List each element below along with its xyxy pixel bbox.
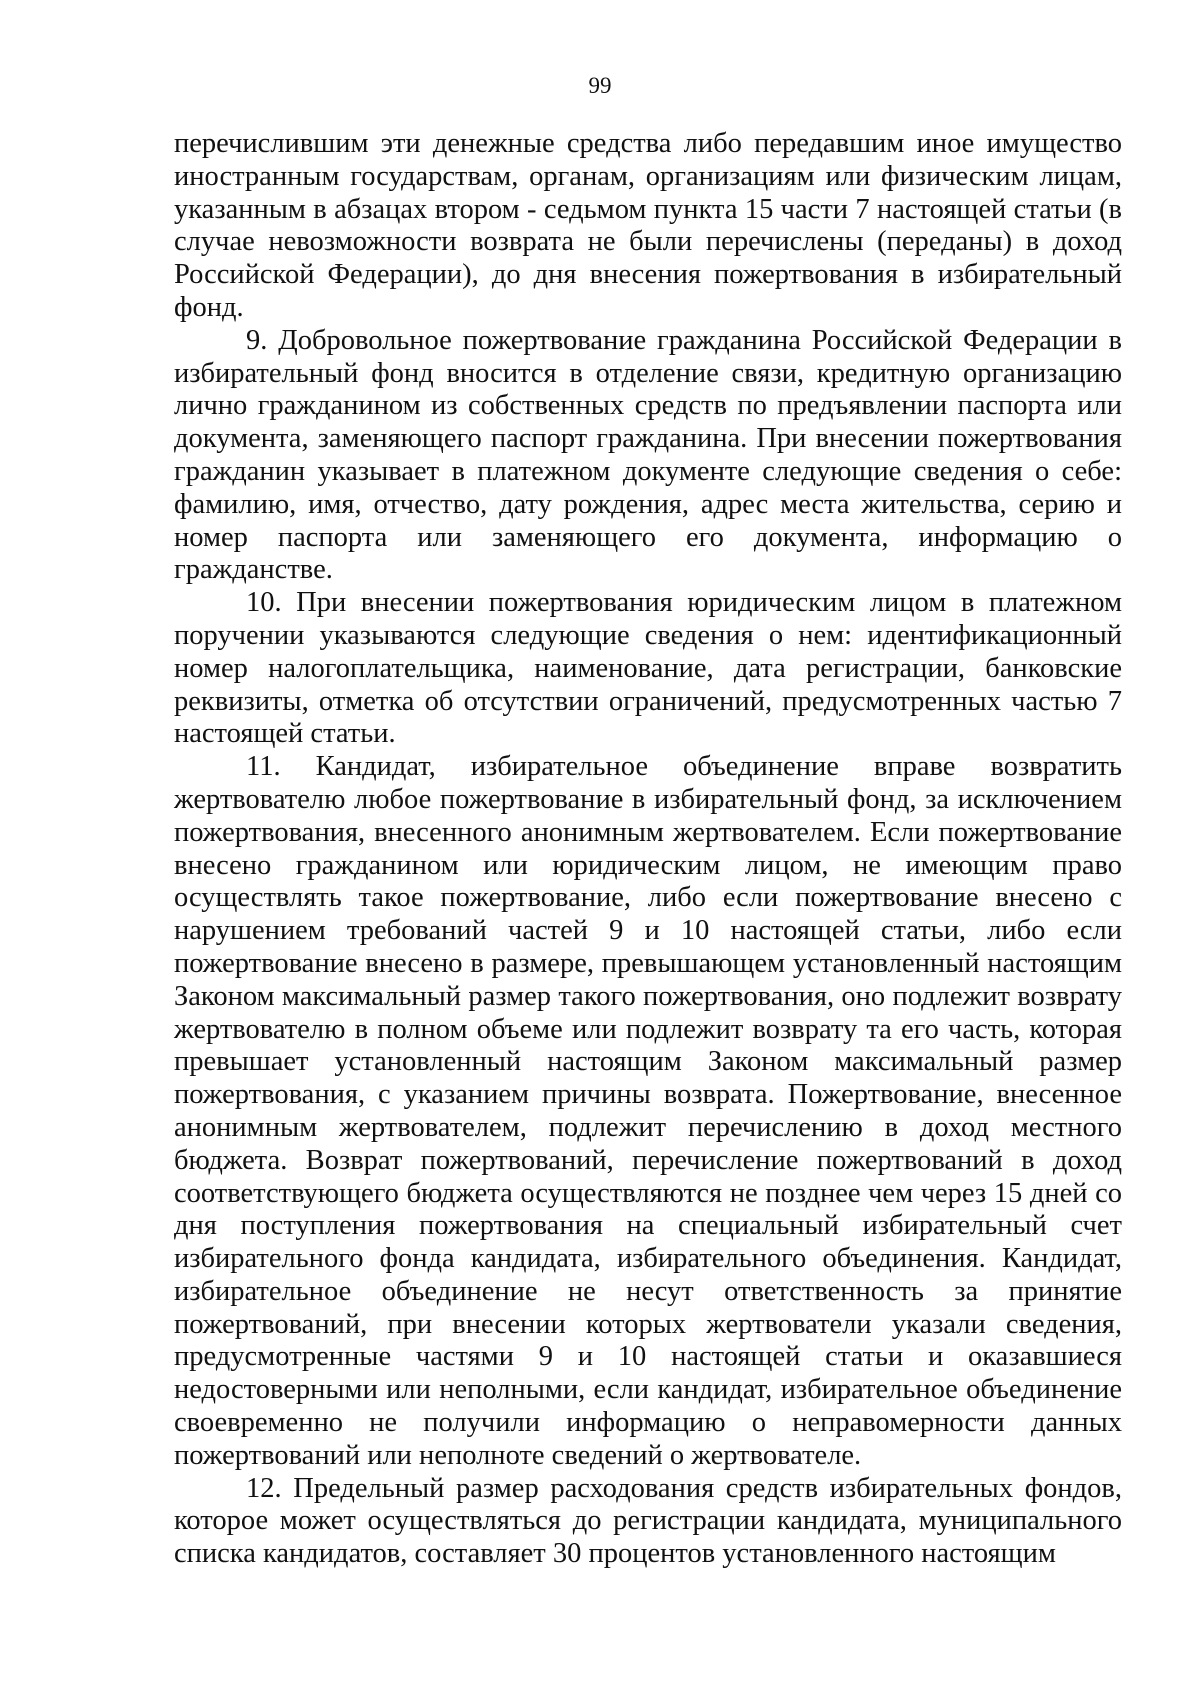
page-number: 99: [588, 73, 612, 98]
paragraph-item-9: 9. Добровольное пожертвование гражданина Российской Федерации в избирательный фонд вносится в отделение связи, кредитную организацию лично гражданином из собственных средств по предъявлении паспорта или документа, заменяющего паспорт гражданина. При внесении пожертвования гражданин указывает в платежном документе следующие сведения о себе: фамилию, имя, отчество, дату рождения, адрес места жительства, серию и номер паспорта или заменяющего его документа, информацию о гражданстве.: [174, 324, 1122, 586]
paragraph-item-12: 12. Предельный размер расходования средств избирательных фондов, которое может осуществляться до регистрации кандидата, муниципального списка кандидатов, составляет 30 процентов установленного настоящим: [174, 1472, 1122, 1570]
document-body: [174, 128, 1122, 1571]
paragraph-item-10: 10. При внесении пожертвования юридическим лицом в платежном поручении указываются следующие сведения о нем: идентификационный номер налогоплательщика, наименование, дата регистрации, банковские реквизиты, отметка об отсутствии ограничений, предусмотренных частью 7 настоящей статьи.: [174, 587, 1122, 750]
paragraph-continuation: перечислившим эти денежные средства либо передавшим иное имущество иностранным государствам, органам, организациям или физическим лицам, указанным в абзацах втором - седьмом пункта 15 части 7 настоящей статьи (в случае невозможности возврата не были перечислены (переданы) в доход Российской Федерации), до дня внесения пожертвования в избирательный фонд.: [174, 128, 1122, 323]
paragraph-item-11: 11. Кандидат, избирательное объединение вправе возвратить жертвователю любое пожертвование в избирательный фонд, за исключением пожертвования, внесенного анонимным жертвователем. Если пожертвование внесено гражданином или юридическим лицом, не имеющим право осуществлять такое пожертвование, либо если пожертвование внесено с нарушением требований частей 9 и 10 настоящей статьи, либо если пожертвование внесено в размере, превышающем установленный настоящим Законом максимальный размер такого пожертвования, оно подлежит возврату жертвователю в полном объеме или подлежит возврату та его часть, которая превышает установленный настоящим Законом максимальный размер пожертвования, с указанием причины возврата. Пожертвование, внесенное анонимным жертвователем, подлежит перечислению в доход местного бюджета. Возврат пожертвований, перечисление пожертвований в доход соответствующего бюджета осуществляются не позднее чем через 15 дней со дня поступления пожертвования на специальный избирательный счет избирательного фонда кандидата, избирательного объединения. Кандидат, избирательное объединение не несут ответственность за принятие пожертвований, при внесении которых жертвователи указали сведения, предусмотренные частями 9 и 10 настоящей статьи и оказавшиеся недостоверными или неполными, если кандидат, избирательное объединение своевременно не получили информацию о неправомерности данных пожертвований или неполноте сведений о жертвователе.: [174, 751, 1122, 1471]
